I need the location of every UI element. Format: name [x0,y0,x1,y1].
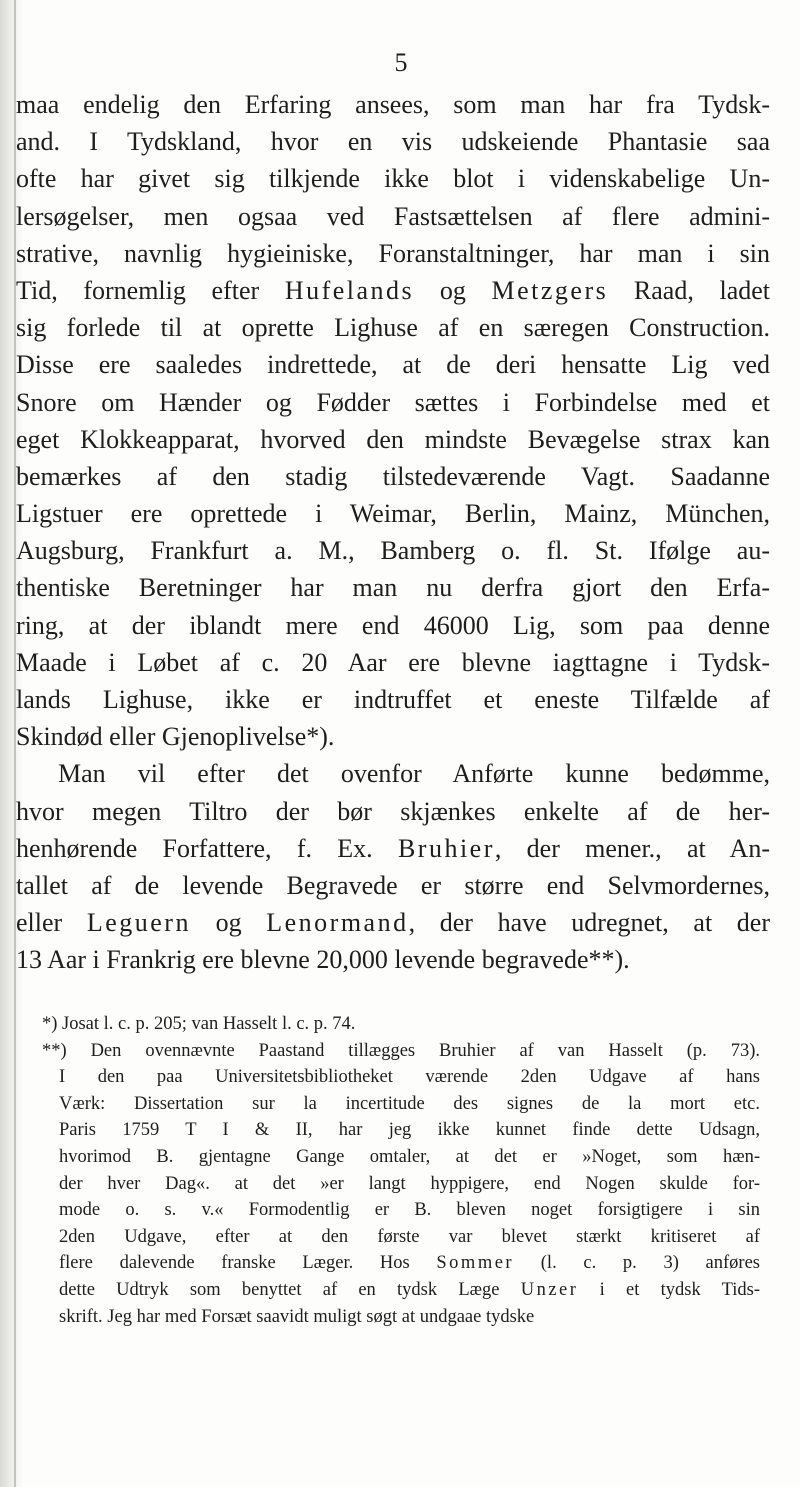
text-fragment: og [414,275,492,305]
text-line [16,904,770,941]
text-fragment: , der mener., at An- [494,833,770,863]
text-line: hvor megen Tiltro der bør skjænkes enkelte af de her- [16,796,770,826]
text-line: eget Klokkeapparat, hvorved den mindste Bevægelse strax kan [16,424,770,454]
text-fragment: dette Udtryk som benyttet af en tydsk Læge [59,1279,521,1300]
footnote-line [42,1277,760,1304]
text-line: bemærkes af den stadig tilstedeværende Vagt. Saadanne [16,461,770,491]
text-fragment: Tid, fornemlig efter [16,275,285,305]
text-line [16,272,770,309]
footnote-line: hvorimod B. gjentagne Gange omtaler, at det er »Noget, som hæn- [59,1146,760,1167]
text-line: lersøgelser, men ogsaa ved Fastsættelsen af flere admini- [16,201,770,231]
text-fragment: i et tydsk Tids- [578,1279,760,1300]
text-fragment: (l. c. p. 3) anføres [514,1253,760,1274]
person-name: Bruhier [397,833,495,863]
person-name: Sommer [436,1253,515,1274]
text-line: ring, at der iblandt mere end 46000 Lig, som paa denne [16,610,770,640]
text-line: Man vil efter det ovenfor Anførte kunne bedømme, [58,759,770,789]
text-line: Augsburg, Frankfurt a. M., Bamberg o. fl. St. Ifølge au- [16,536,770,566]
text-line: 13 Aar i Frankrig ere blevne 20,000 levende begravede**). [16,945,630,975]
footnote-line: **) Den ovennævnte Paastand tillægges Bruhier af van Hasselt (p. 73). [42,1040,760,1061]
text-line: ofte har givet sig tilkjende ikke blot i videnskabelige Un- [16,164,770,194]
text-fragment: , der have udregnet, at der [408,908,771,938]
text-line: Snore om Hænder og Fødder sættes i Forbindelse med et [16,387,770,417]
text-line: sig forlede til at oprette Lighuse af en særegen Construction. [16,313,770,343]
text-line: and. I Tydskland, hvor en vis udskeiende Phantasie saa [16,127,770,157]
footnote-line: Paris 1759 T I & II, har jeg ikke kunnet finde dette Udsagn, [59,1120,760,1141]
person-name: Leguern [86,908,191,938]
person-name: Hufelands [284,275,415,305]
footnotes [42,1011,760,1330]
footnote-line: *) Josat l. c. p. 205; van Hasselt l. c. p. 74. [42,1014,356,1034]
text-fragment: eller [16,908,87,938]
text-line: Disse ere saaledes indrettede, at de deri hensatte Lig ved [16,350,770,380]
text-line [16,830,770,867]
text-fragment: Raad, ladet [608,275,770,305]
text-line: Skindød eller Gjenoplivelse*). [16,722,335,752]
footnote-line: mode o. s. v.« Formodentlig er B. bleven noget forsigtigere i sin [59,1200,760,1221]
person-name: Unzer [520,1279,579,1300]
footnote-line [42,1250,760,1277]
footnote-line: 2den Udgave, efter at den første var blevet stærkt kritiseret af [59,1226,760,1247]
text-fragment: henhørende Forfattere, f. Ex. [16,833,398,863]
main-text [16,86,770,979]
footnote-line: der hver Dag«. at det »er langt hyppigere, end Nogen skulde for- [59,1173,760,1194]
text-line: Maade i Løbet af c. 20 Aar ere blevne iagttagne i Tydsk- [16,647,770,677]
text-line: thentiske Beretninger har man nu derfra gjort den Erfa- [16,573,770,603]
person-name: Metzgers [491,275,609,305]
text-line: lands Lighuse, ikke er indtruffet et eneste Tilfælde af [16,685,770,714]
text-fragment: og [190,908,267,938]
text-fragment: flere dalevende franske Læger. Hos [59,1253,437,1274]
text-line: strative, navnlig hygieiniske, Foranstaltninger, har man i sin [16,238,770,268]
text-line: Ligstuer ere oprettede i Weimar, Berlin, Mainz, München, [16,499,770,529]
footnote-line: skrift. Jeg har med Forsæt saavidt muligt søgt at undgaae tydske [59,1306,535,1327]
person-name: Lenormand [266,908,409,938]
page-number: 5 [394,48,408,77]
text-line: maa endelig den Erfaring ansees, som man har fra Tydsk- [16,90,770,119]
text-line: tallet af de levende Begravede er større end Selvmordernes, [16,870,770,900]
footnote-line: Værk: Dissertation sur la incertitude des signes de la mort etc. [59,1093,760,1114]
footnote-line: I den paa Universitetsbibliotheket værende 2den Udgave af hans [59,1067,760,1088]
